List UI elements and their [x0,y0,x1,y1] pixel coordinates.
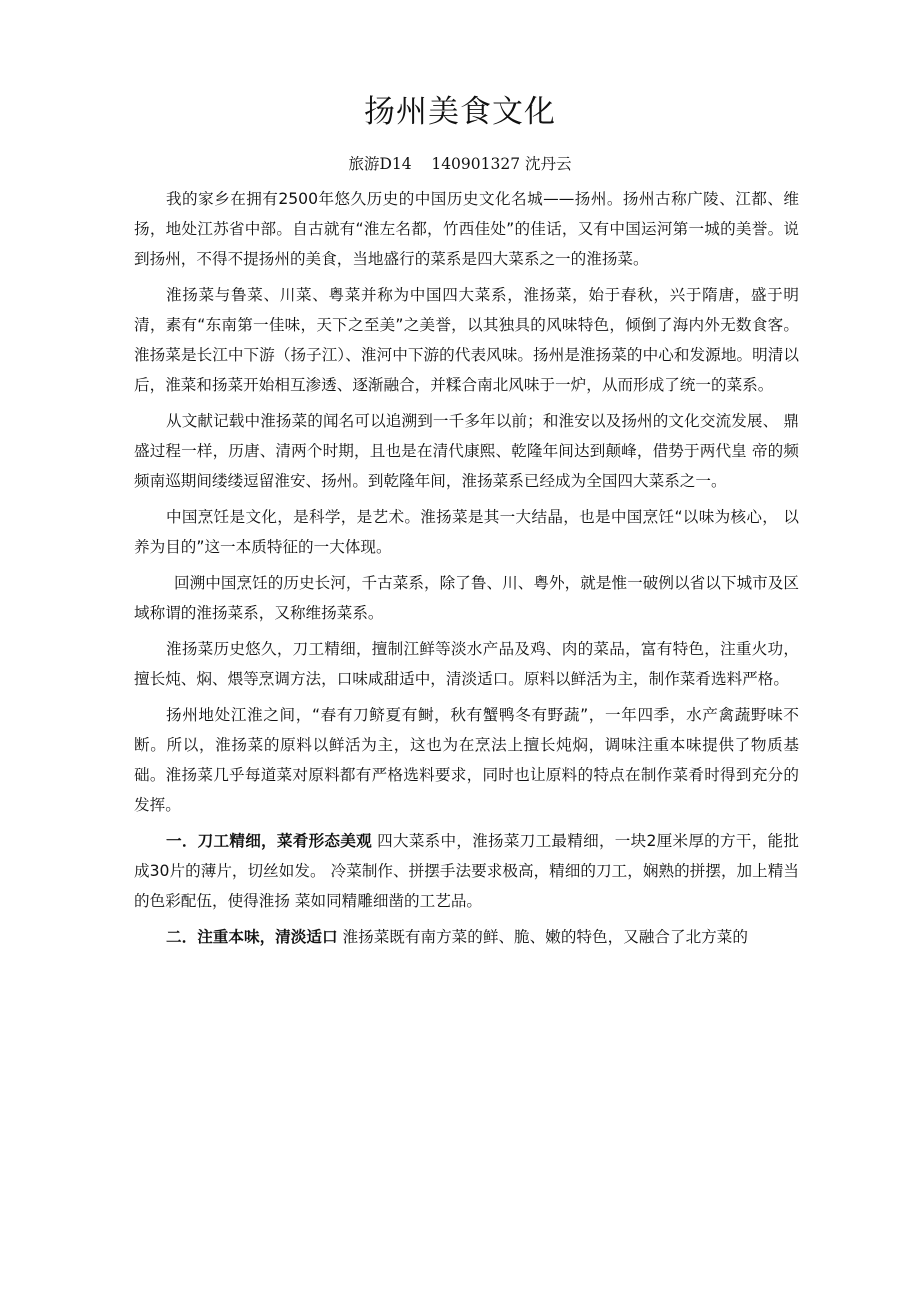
paragraph-text: 淮扬菜既有南方菜的鲜、脆、嫩的特色，又融合了北方菜的 [337,928,748,946]
paragraph [134,184,799,274]
document-title: 扬州美食文化 [364,94,556,130]
paragraph-text: 回溯中国烹饪的历史长河，千古菜系，除了鲁、川、粤外，就是惟一破例以省以下城市及区域称谓的淮扬菜系，又称维扬菜系。 [134,574,799,622]
paragraph-text: 淮扬菜历史悠久，刀工精细，擅制江鲜等淡水产品及鸡、肉的菜品，富有特色，注重火功，擅长炖、焖、煨等烹调方法，口味咸甜适中，清淡适口。原料以鲜活为主，制作菜肴选料严格。 [134,640,799,688]
paragraph [134,568,799,628]
paragraph-text: 淮扬菜与鲁菜、川菜、粤菜并称为中国四大菜系，淮扬菜，始于春秋，兴于隋唐，盛于明清，素有“东南第一佳味，天下之至美”之美誉，以其独具的风味特色，倾倒了海内外无数食客。淮扬菜是长江中下游（扬子江）、淮河中下游的代表风味。扬州是淮扬菜的中心和发源地。明清以后，淮菜和扬菜开始相互渗透、逐渐融合，并糅合南北风味于一炉，从而形成了统一的菜系。 [134,286,799,394]
paragraph [134,280,799,400]
paragraph [134,406,799,496]
paragraph [134,634,799,694]
paragraph-text: 我的家乡在拥有2500年悠久历史的中国历史文化名城——扬州。扬州古称广陵、江都、维扬，地处江苏省中部。自古就有“淮左名都，竹西佳处”的佳话，又有中国运河第一城的美誉。说到扬州，不得不提扬州的美食，当地盛行的菜系是四大菜系之一的淮扬菜。 [134,190,799,268]
paragraph-text: 扬州地处江淮之间，“春有刀鲚夏有鲥，秋有蟹鸭冬有野蔬”，一年四季，水产禽蔬野味不断。所以，淮扬菜的原料以鲜活为主，这也为在烹法上擅长炖焖，调味注重本味提供了物质基础。淮扬菜几乎每道菜对原料都有严格选料要求，同时也让原料的特点在制作菜肴时得到充分的发挥。 [134,706,799,814]
section-heading: 二．注重本味，清淡适口 [166,928,338,946]
paragraph-text: 中国烹饪是文化，是科学，是艺术。淮扬菜是其一大结晶，也是中国烹饪“以味为核心， 以养为目的”这一本质特征的一大体现。 [134,508,799,556]
paragraph [134,502,799,562]
author-line: 旅游D14 140901327 沈丹云 [348,155,572,173]
paragraph [134,826,799,916]
paragraph-text: 从文献记载中淮扬菜的闻名可以追溯到一千多年以前；和淮安以及扬州的文化交流发展、 鼎盛过程一样，历唐、清两个时期，且也是在清代康熙、乾隆年间达到颠峰，借势于两代皇 帝的频频南巡期间缕缕逗留淮安、扬州。到乾隆年间，淮扬菜系已经成为全国四大菜系之一。 [134,412,799,490]
paragraph [134,700,799,820]
paragraph [134,922,799,952]
document-body [134,184,799,958]
paragraph-text: 四大菜系中，淮扬菜刀工最精细，一块2厘米厚的方干，能批成30片的薄片，切丝如发。 冷菜制作、拼摆手法要求极高，精细的刀工，娴熟的拼摆，加上精当的色彩配伍，使得淮扬 菜如同精雕细凿的工艺品。 [134,832,799,910]
section-heading: 一．刀工精细，菜肴形态美观 [166,832,372,850]
